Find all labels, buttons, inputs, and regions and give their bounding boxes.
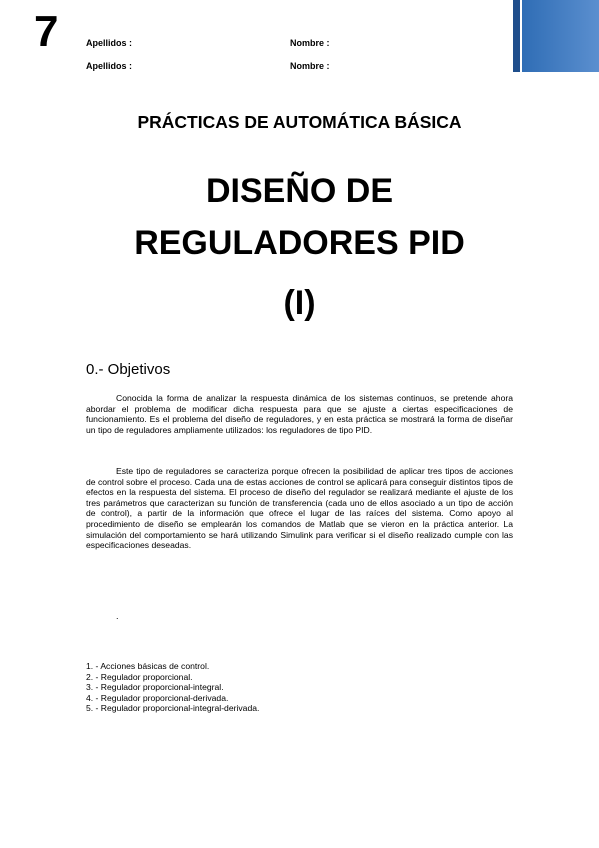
contents-list (86, 661, 259, 714)
section-heading: 0.- Objetivos (86, 361, 171, 378)
paragraph-1: Conocida la forma de analizar la respuesta dinámica de los sistemas continuos, se pretende ahora abordar el problema de modificar dicha respuesta para que se ajuste a ciertas especificaciones de funcionamiento. Es el problema del diseño de reguladores, y en esta práctica se mostrará la forma de diseñar un tipo de reguladores ampliamente utilizados: los reguladores de tipo PID. (86, 393, 513, 435)
title-line-3: (I) (283, 284, 316, 322)
accent-strip-dark (513, 0, 520, 72)
list-item: 3. - Regulador proporcional-integral. (86, 682, 224, 693)
title-line-1: DISEÑO DE (205, 172, 394, 210)
chapter-number: 7 (34, 7, 59, 56)
surname-label-1: Apellidos : (86, 38, 133, 48)
name-label-2: Nombre : (290, 61, 330, 71)
paragraph-2: Este tipo de reguladores se caracteriza porque ofrecen la posibilidad de aplicar tres tipos de acciones de control sobre el proceso. Cada una de estas acciones de control se aplicará para conseguir distintos tipos de efectos en la respuesta del sistema. El proceso de diseño del regulador se realizará mediante el ajuste de los tres parámetros que caracterizan su función de transferencia (cada uno de ellos asociado a un tipo de acción de control), a partir de la información que ofrece el lugar de las raíces del sistema. Como apoyo al procedimiento de diseño se emplearán los comandos de Matlab que se vieron en la práctica anterior. La simulación del comportamiento se hará utilizando Simulink para verificar si el diseño realizado cumple con las especificaciones deseadas. (86, 466, 513, 551)
stray-mark: . (116, 611, 119, 621)
list-item: 1. - Acciones básicas de control. (86, 661, 210, 671)
list-item: 2. - Regulador proporcional. (86, 671, 193, 682)
surname-label-2: Apellidos : (86, 61, 133, 71)
accent-strip-gradient (522, 0, 599, 72)
course-subtitle: PRÁCTICAS DE AUTOMÁTICA BÁSICA (137, 112, 462, 132)
title-line-2: REGULADORES PID (134, 224, 465, 262)
list-item: 5. - Regulador proporcional-integral-derivada. (86, 703, 260, 714)
header-accent-block (513, 0, 599, 72)
list-item: 4. - Regulador proporcional-derivada. (86, 692, 229, 703)
name-label-1: Nombre : (290, 38, 330, 48)
